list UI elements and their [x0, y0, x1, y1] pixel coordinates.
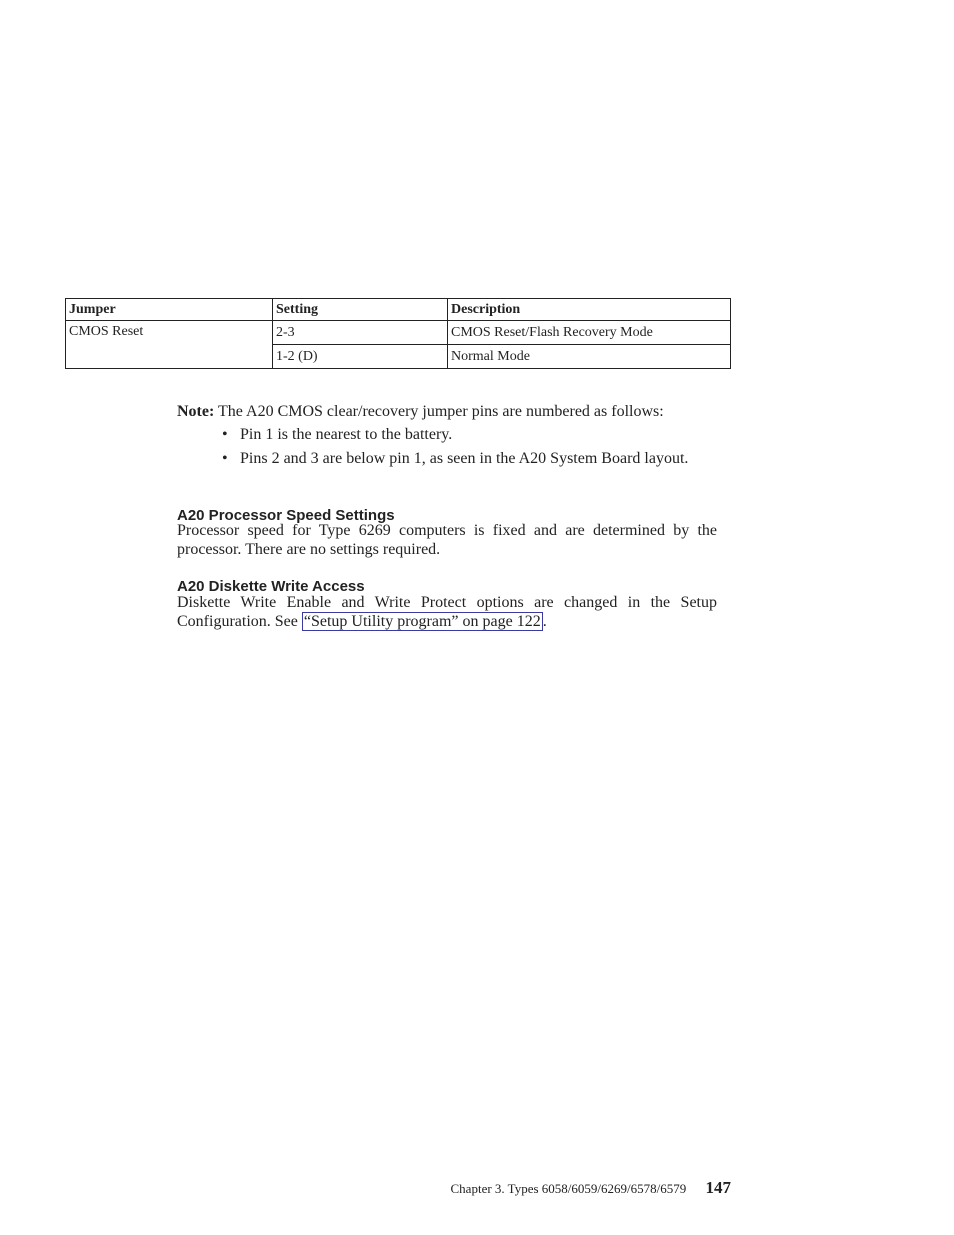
- section-text-diskette-write: [177, 593, 717, 631]
- section-heading-diskette-write: A20 Diskette Write Access: [177, 578, 365, 595]
- list-item: [222, 426, 692, 444]
- description-cell: Normal Mode: [448, 345, 731, 369]
- list-item-text: Pins 2 and 3 are below pin 1, as seen in the A20 System Board layout.: [240, 450, 689, 467]
- setup-utility-link[interactable]: “Setup Utility program” on page 122: [303, 613, 541, 630]
- section-text-part: Diskette Write Enable and Write Protect options are changed in the Setup Configuration. See: [177, 594, 717, 630]
- column-header-description: Description: [448, 299, 731, 321]
- setting-cell: 2-3: [273, 321, 448, 345]
- jumper-cell: CMOS Reset: [66, 321, 273, 369]
- column-header-jumper: Jumper: [66, 299, 273, 321]
- section-heading-processor-speed: A20 Processor Speed Settings: [177, 507, 395, 524]
- note-text: The A20 CMOS clear/recovery jumper pins are numbered as follows:: [218, 403, 664, 420]
- setting-cell: 1-2 (D): [273, 345, 448, 369]
- section-text-part: .: [542, 613, 547, 630]
- bullet-icon: •: [222, 450, 228, 467]
- list-item-text: Pin 1 is the nearest to the battery.: [240, 426, 453, 443]
- section-text-processor-speed: Processor speed for Type 6269 computers is fixed and are determined by the processor. There are no settings required.: [177, 522, 717, 558]
- column-header-setting: Setting: [273, 299, 448, 321]
- description-cell: CMOS Reset/Flash Recovery Mode: [448, 321, 731, 345]
- list-item: [222, 450, 692, 468]
- note-bullet-list: [222, 426, 692, 474]
- page-number: 147: [705, 1178, 731, 1197]
- chapter-title: Chapter 3. Types 6058/6059/6269/6578/6579: [450, 1181, 687, 1196]
- page-footer: [451, 1178, 731, 1198]
- jumper-settings-table: [65, 298, 731, 369]
- note: [177, 402, 737, 421]
- table-header-row: [66, 299, 731, 321]
- table-row: [66, 321, 731, 345]
- bullet-icon: •: [222, 426, 228, 443]
- note-label: Note:: [177, 403, 215, 420]
